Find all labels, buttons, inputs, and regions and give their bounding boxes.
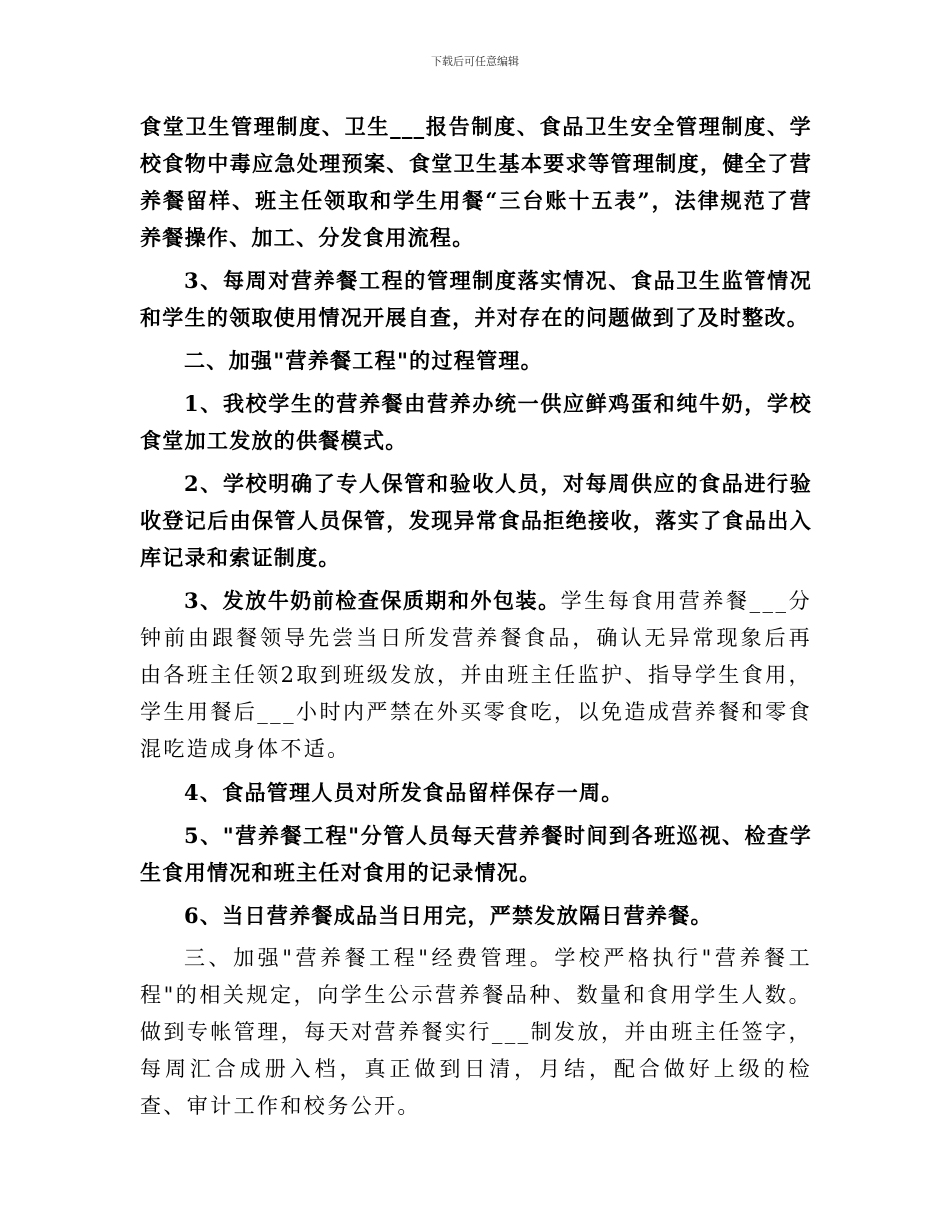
paragraph-1: 食堂卫生管理制度、卫生___报告制度、食品卫生安全管理制度、学校食物中毒应急处理预案、食堂卫生基本要求等管理制度，健全了营养餐留样、班主任领取和学生用餐“三台账十五表”，法律规范了营养餐操作、加工、分发食用流程。 xyxy=(140,114,812,250)
paragraph-8: 5、"营养餐工程"分管人员每天营养餐时间到各班巡视、检查学生食用情况和班主任对食用的记录情况。 xyxy=(140,823,812,885)
paragraph-6 xyxy=(140,582,812,768)
paragraph-6-body: 学生每食用营养餐___分钟前由跟餐领导先尝当日所发营养餐食品，确认无异常现象后再由各班主任领2取到班级发放，并由班主任监护、指导学生食用，学生用餐后___小时内严禁在外买零食吃，以免造成营养餐和零食混吃造成身体不适。 xyxy=(140,589,812,761)
paragraph-6-lead: 3、发放牛奶前检查保质期和外包装。 xyxy=(184,588,561,613)
paragraph-2: 3、每周对营养餐工程的管理制度落实情况、食品卫生监管情况和学生的领取使用情况开展自查，并对存在的问题做到了及时整改。 xyxy=(140,268,812,330)
paragraph-5: 2、学校明确了专人保管和验收人员，对每周供应的食品进行验收登记后由保管人员保管，发现异常食品拒绝接收，落实了食品出入库记录和索证制度。 xyxy=(140,471,812,570)
document-body xyxy=(140,108,812,1125)
paragraph-4: 1、我校学生的营养餐由营养办统一供应鲜鸡蛋和纯牛奶，学校食堂加工发放的供餐模式。 xyxy=(140,391,812,453)
page-header: 下载后可任意编辑 xyxy=(431,55,519,68)
paragraph-10: 三、加强"营养餐工程"经费管理。学校严格执行"营养餐工程"的相关规定，向学生公示营养餐品种、数量和食用学生人数。做到专帐管理，每天对营养餐实行___制发放，并由班主任签字，每周汇合成册入档，真正做到日清，月结，配合做好上级的检查、审计工作和校务公开。 xyxy=(140,946,812,1118)
paragraph-7: 4、食品管理人员对所发食品留样保存一周。 xyxy=(184,780,624,805)
paragraph-9: 6、当日营养餐成品当日用完，严禁发放隔日营养餐。 xyxy=(184,903,713,928)
paragraph-3: 二、加强"营养餐工程"的过程管理。 xyxy=(184,348,543,373)
